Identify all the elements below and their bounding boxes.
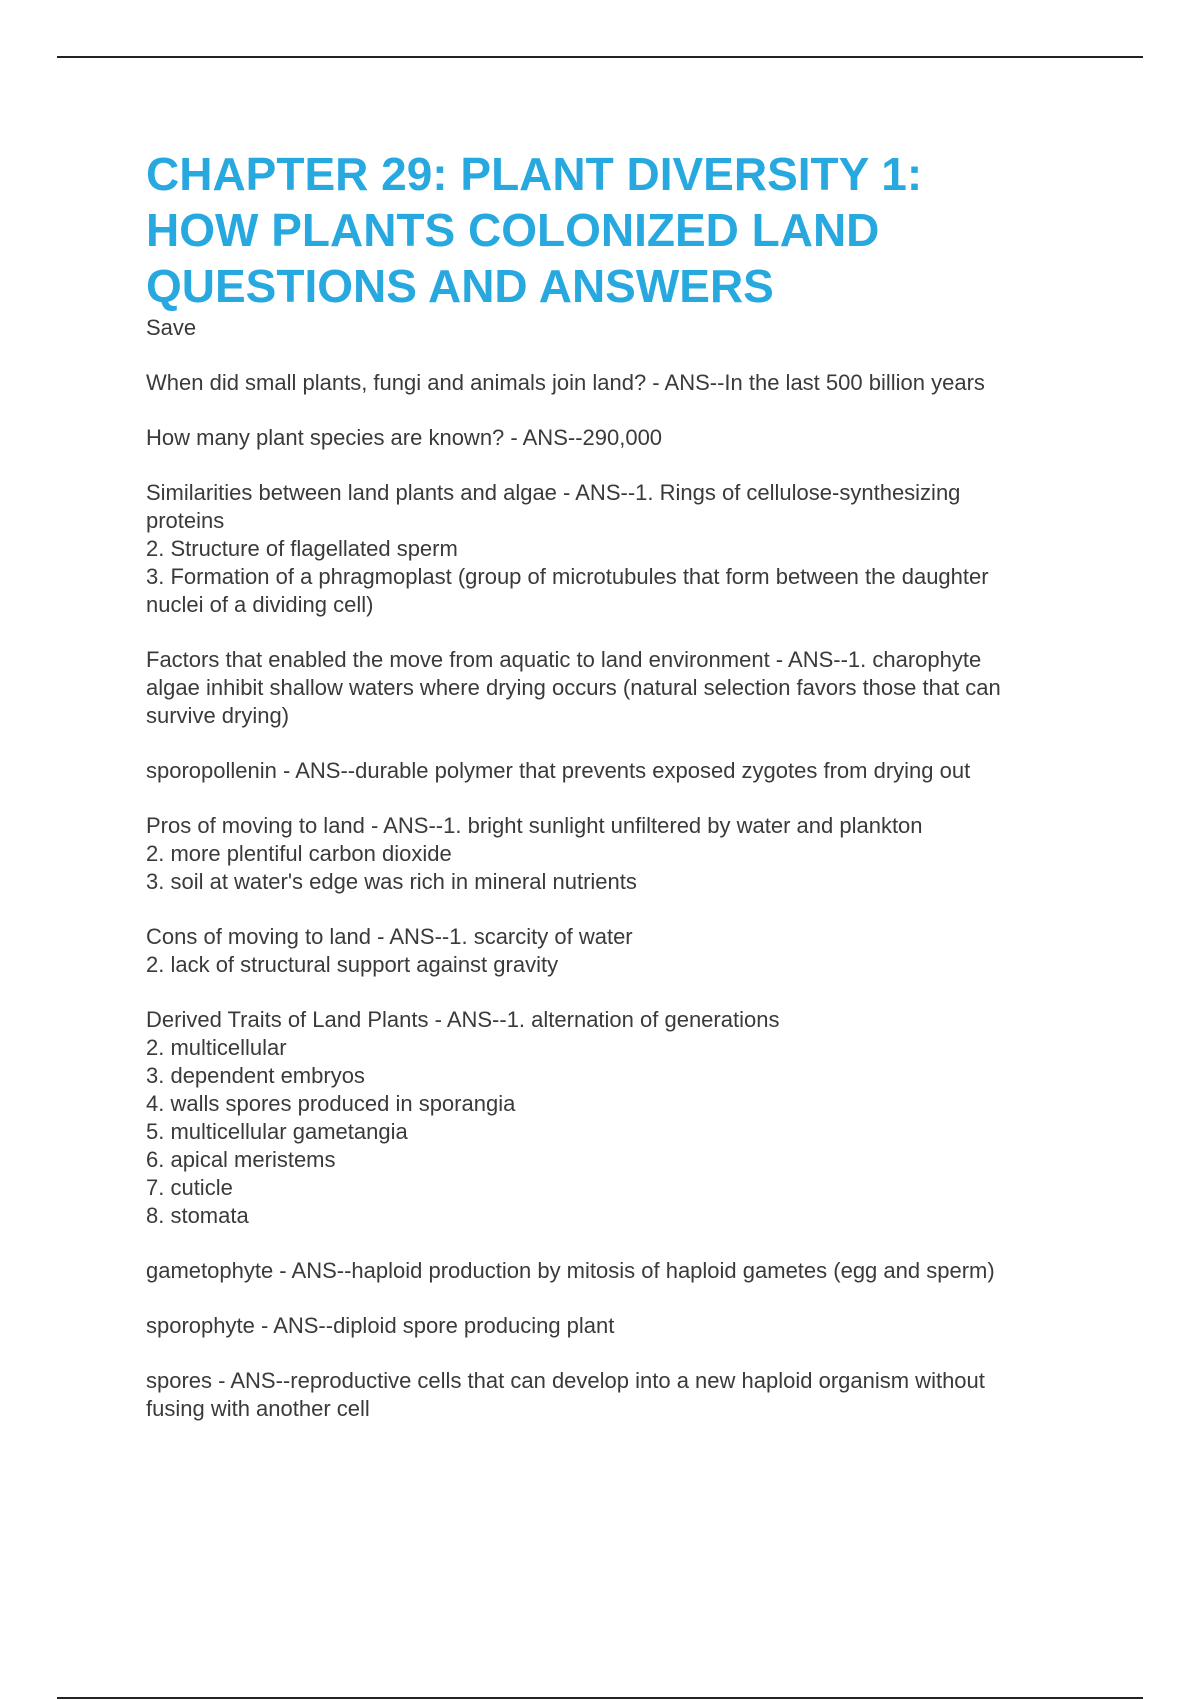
qa-line: proteins <box>146 508 225 533</box>
qa-item <box>146 424 1096 452</box>
top-rule <box>57 56 1143 58</box>
qa-line: Factors that enabled the move from aquatic to land environment - ANS--1. charophyte <box>146 647 982 672</box>
qa-line: How many plant species are known? - ANS--290,000 <box>146 425 663 450</box>
qa-line: sporophyte - ANS--diploid spore producing plant <box>146 1313 615 1338</box>
bottom-rule <box>57 1697 1143 1699</box>
qa-item <box>146 757 1096 785</box>
qa-line: survive drying) <box>146 703 290 728</box>
qa-item <box>146 646 1096 730</box>
qa-item <box>146 1257 1096 1285</box>
qa-line: 3. dependent embryos <box>146 1063 365 1088</box>
qa-item <box>146 812 1096 896</box>
qa-line: fusing with another cell <box>146 1396 370 1421</box>
qa-line: sporopollenin - ANS--durable polymer that prevents exposed zygotes from drying out <box>146 758 971 783</box>
qa-line: Pros of moving to land - ANS--1. bright sunlight unfiltered by water and plankton <box>146 813 923 838</box>
qa-item <box>146 369 1096 397</box>
qa-line: 2. Structure of flagellated sperm <box>146 536 458 561</box>
qa-line: 6. apical meristems <box>146 1147 336 1172</box>
qa-item <box>146 1312 1096 1340</box>
document-body <box>146 146 1096 1423</box>
qa-list <box>146 369 1096 1423</box>
qa-line: Cons of moving to land - ANS--1. scarcity of water <box>146 924 633 949</box>
qa-line: 2. multicellular <box>146 1035 287 1060</box>
qa-line: 4. walls spores produced in sporangia <box>146 1091 516 1116</box>
qa-item <box>146 479 1096 619</box>
qa-line: 2. more plentiful carbon dioxide <box>146 841 452 866</box>
qa-line: 3. Formation of a phragmoplast (group of microtubules that form between the daughter <box>146 564 989 589</box>
qa-line: gametophyte - ANS--haploid production by mitosis of haploid gametes (egg and sperm) <box>146 1258 995 1283</box>
qa-line: 3. soil at water's edge was rich in mineral nutrients <box>146 869 637 894</box>
qa-item <box>146 1367 1096 1423</box>
qa-line: nuclei of a dividing cell) <box>146 592 374 617</box>
qa-line: algae inhibit shallow waters where drying occurs (natural selection favors those that can <box>146 675 1001 700</box>
title-line: HOW PLANTS COLONIZED LAND <box>146 204 880 256</box>
title-line: CHAPTER 29: PLANT DIVERSITY 1: <box>146 148 923 200</box>
save-label: Save <box>146 315 197 340</box>
qa-line: spores - ANS--reproductive cells that can develop into a new haploid organism without <box>146 1368 985 1393</box>
qa-line: 5. multicellular gametangia <box>146 1119 408 1144</box>
qa-line: 8. stomata <box>146 1203 249 1228</box>
qa-line: When did small plants, fungi and animals join land? - ANS--In the last 500 billion years <box>146 370 985 395</box>
qa-line: Similarities between land plants and algae - ANS--1. Rings of cellulose-synthesizing <box>146 480 961 505</box>
qa-line: 2. lack of structural support against gravity <box>146 952 559 977</box>
document-title <box>146 146 1096 314</box>
qa-line: Derived Traits of Land Plants - ANS--1. alternation of generations <box>146 1007 780 1032</box>
qa-item <box>146 1006 1096 1230</box>
qa-item <box>146 923 1096 979</box>
title-line: QUESTIONS AND ANSWERS <box>146 260 774 312</box>
qa-line: 7. cuticle <box>146 1175 233 1200</box>
